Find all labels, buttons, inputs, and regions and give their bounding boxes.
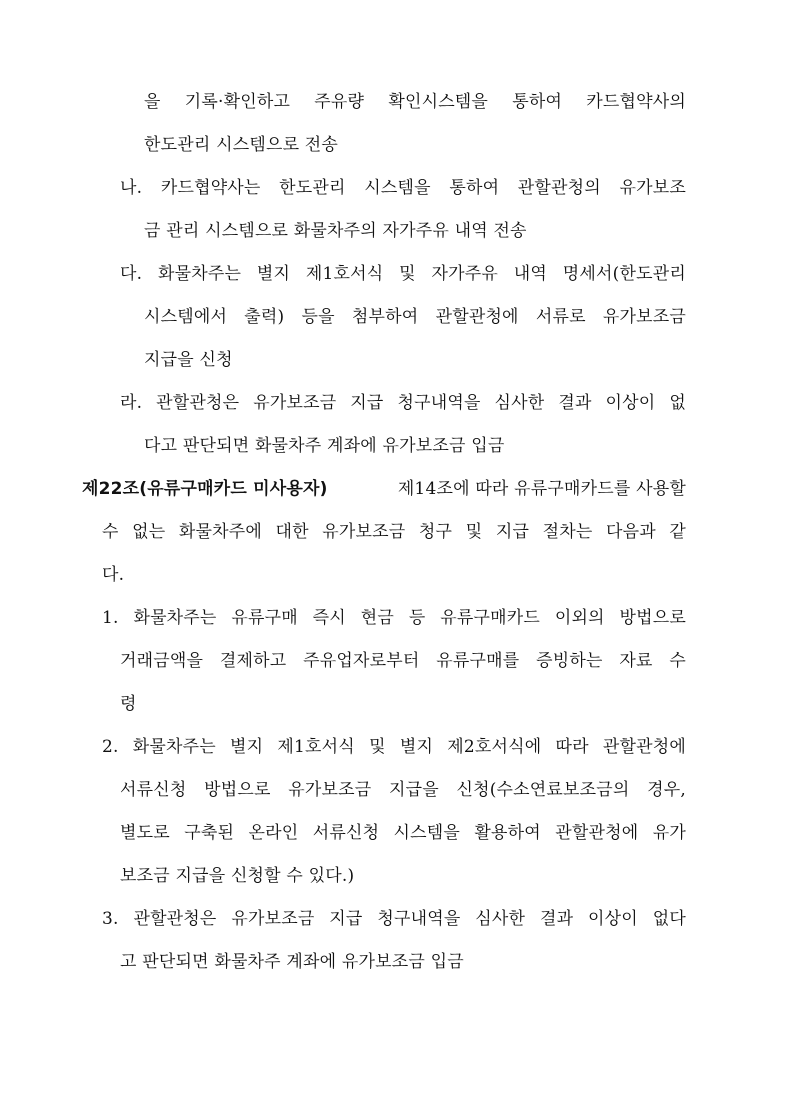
item-da-line2: 시스템에서 출력) 등을 첨부하여 관할관청에 서류로 유가보조금 <box>144 307 686 327</box>
item-da-line3: 지급을 신청 <box>144 350 233 370</box>
article-22-intro-line1: 제14조에 따라 유류구매카드를 사용할 <box>397 479 686 499</box>
step-1-line3: 령 <box>120 694 137 714</box>
item-na-line2: 금 관리 시스템으로 화물차주의 자가주유 내역 전송 <box>144 221 527 241</box>
item-ra-line2: 다고 판단되면 화물차주 계좌에 유가보조금 입금 <box>144 436 505 456</box>
step-2-line4: 보조금 지급을 신청할 수 있다.) <box>120 866 355 886</box>
step-1-line2: 거래금액을 결제하고 주유업자로부터 유류구매를 증빙하는 자료 수 <box>120 651 686 671</box>
step-1-line1: 1. 화물차주는 유류구매 즉시 현금 등 유류구매카드 이외의 방법으로 <box>102 608 686 628</box>
item-ra-line1: 라. 관할관청은 유가보조금 지급 청구내역을 심사한 결과 이상이 없 <box>120 393 686 413</box>
step-3-line1: 3. 관할관청은 유가보조금 지급 청구내역을 심사한 결과 이상이 없다 <box>102 909 686 929</box>
item-ga-continuation-line1: 을 기록·확인하고 주유량 확인시스템을 통하여 카드협약사의 <box>144 92 686 112</box>
step-2-line2: 서류신청 방법으로 유가보조금 지급을 신청(수소연료보조금의 경우, <box>120 780 686 800</box>
item-ga-continuation-line2: 한도관리 시스템으로 전송 <box>144 135 339 155</box>
article-22-intro-line3: 다. <box>102 565 125 585</box>
article-22-intro-line2: 수 없는 화물차주에 대한 유가보조금 청구 및 지급 절차는 다음과 같 <box>102 522 686 542</box>
article-22-first-line <box>82 478 686 500</box>
item-na-line1: 나. 카드협약사는 한도관리 시스템을 통하여 관할관청의 유가보조 <box>120 178 686 198</box>
article-22-heading: 제22조(유류구매카드 미사용자) <box>82 479 328 499</box>
step-2-line1: 2. 화물차주는 별지 제1호서식 및 별지 제2호서식에 따라 관할관청에 <box>102 737 686 757</box>
item-da-line1: 다. 화물차주는 별지 제1호서식 및 자가주유 내역 명세서(한도관리 <box>120 264 686 284</box>
step-3-line2: 고 판단되면 화물차주 계좌에 유가보조금 입금 <box>120 952 464 972</box>
step-2-line3: 별도로 구축된 온라인 서류신청 시스템을 활용하여 관할관청에 유가 <box>120 823 686 843</box>
